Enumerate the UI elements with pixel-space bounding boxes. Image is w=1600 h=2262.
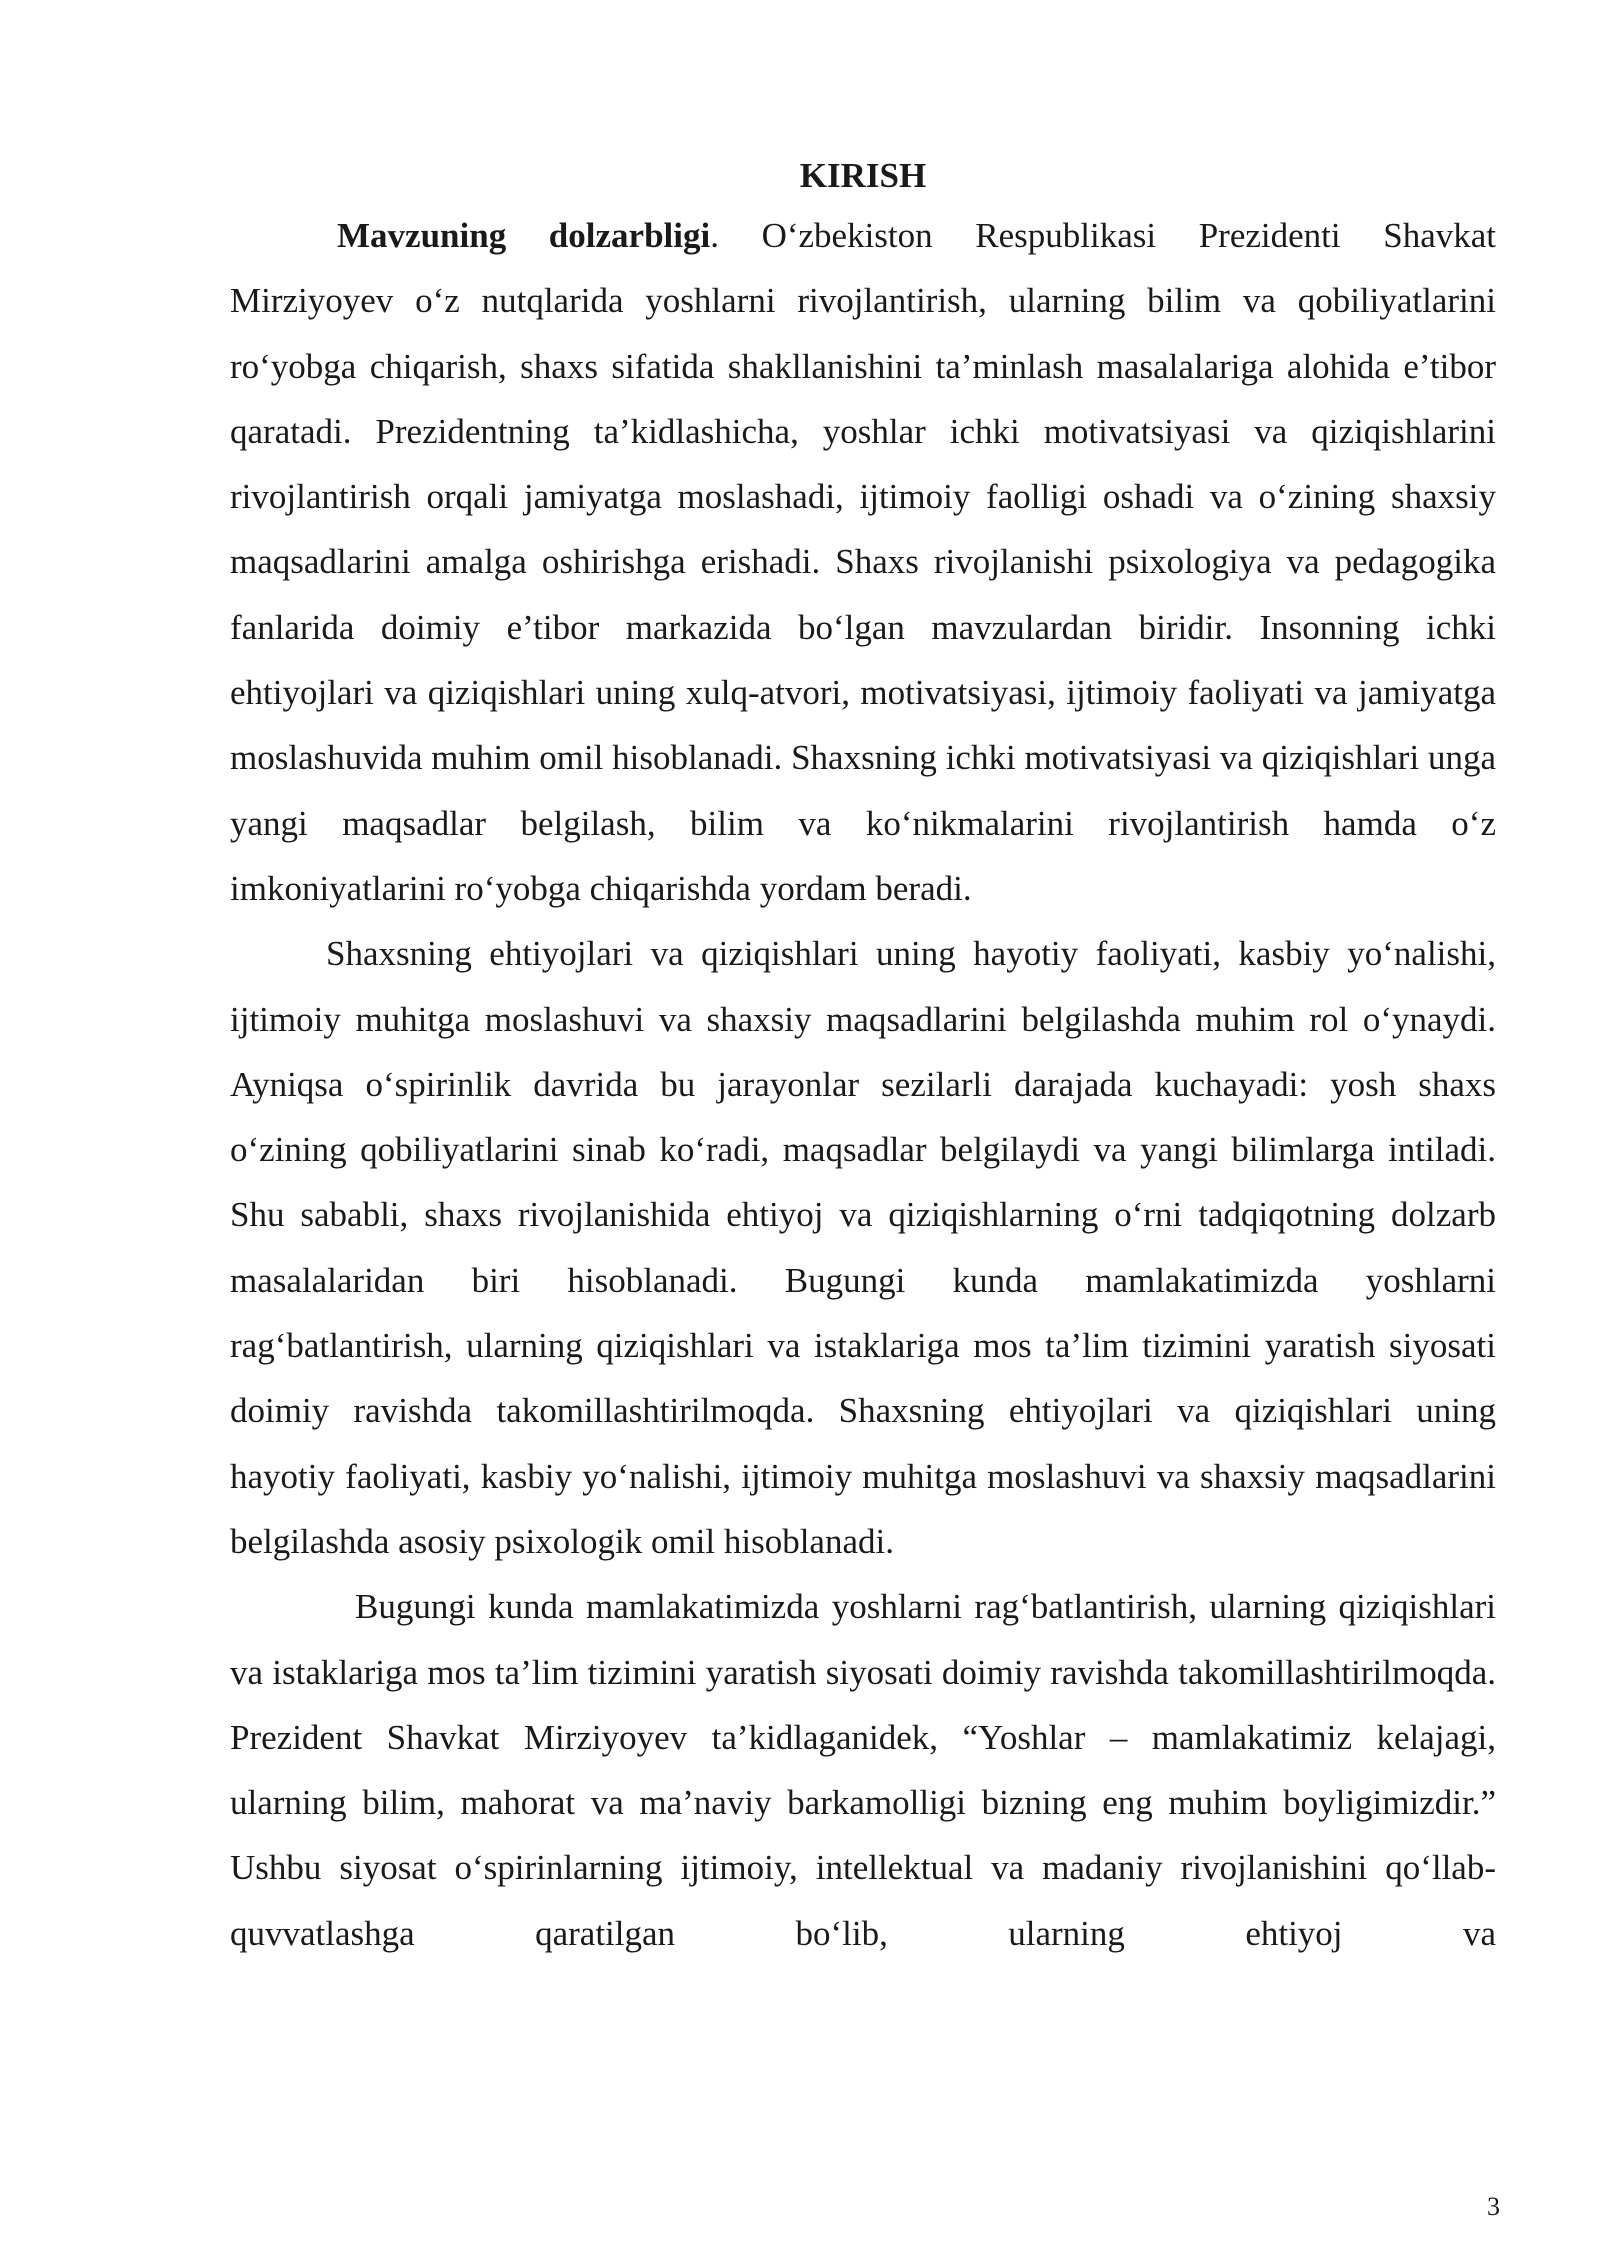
paragraph-relevance (230, 203, 1496, 921)
paragraph-text: . O‘zbekiston Respublikasi Prezidenti Shavkat Mirziyoyev o‘z nutqlarida yoshlarni rivojlantirish, ularning bilim va qobiliyatlarini ro‘yobga chiqarish, shaxs sifatida shakllanishini ta’minlash masalalariga alohida e’tibor qaratadi. Prezidentning ta’kidlashicha, yoshlar ichki motivatsiyasi va qiziqishlarini rivojlantirish orqali jamiyatga moslashadi, ijtimoiy faolligi oshadi va o‘zining shaxsiy maqsadlarini amalga oshirishga erishadi. Shaxs rivojlanishi psixologiya va pedagogika fanlarida doimiy e’tibor markazida bo‘lgan mavzulardan biridir. Insonning ichki ehtiyojlari va qiziqishlari uning xulq-atvori, motivatsiyasi, ijtimoiy faoliyati va jamiyatga moslashuvida muhim omil hisoblanadi. Shaxsning ichki motivatsiyasi va qiziqishlari unga yangi maqsadlar belgilash, bilim va ko‘nikmalarini rivojlantirish hamda o‘z imkoniyatlarini ro‘yobga chiqarishda yordam beradi. (230, 216, 1496, 908)
page-body (230, 148, 1496, 1966)
paragraph-youth-policy: Bugungi kunda mamlakatimizda yoshlarni rag‘batlantirish, ularning qiziqishlari va istaklariga mos ta’lim tizimini yaratish siyosati doimiy ravishda takomillashtirilmoqda. Prezident Shavkat Mirziyoyev ta’kidlaganidek, “Yoshlar – mamlakatimiz kelajagi, ularning bilim, mahorat va ma’naviy barkamolligi bizning eng muhim boyligimizdir.” Ushbu siyosat o‘spirinlarning ijtimoiy, intellektual va madaniy rivojlanishini qo‘llab-quvvatlashga qaratilgan bo‘lib, ularning ehtiyoj va (230, 1587, 1496, 1953)
paragraph-needs-interests: Shaxsning ehtiyojlari va qiziqishlari uning hayotiy faoliyati, kasbiy yo‘nalishi, ijtimoiy muhitga moslashuvi va shaxsiy maqsadlarini belgilashda muhim rol o‘ynaydi. Ayniqsa o‘spirinlik davrida bu jarayonlar sezilarli darajada kuchayadi: yosh shaxs o‘zining qobiliyatlarini sinab ko‘radi, maqsadlar belgilaydi va yangi bilimlarga intiladi. Shu sababli, shaxs rivojlanishida ehtiyoj va qiziqishlarning o‘rni tadqiqotning dolzarb masalalaridan biri hisoblanadi. Bugungi kunda mamlakatimizda yoshlarni rag‘batlantirish, ularning qiziqishlari va istaklariga mos ta’lim tizimini yaratish siyosati doimiy ravishda takomillashtirilmoqda. Shaxsning ehtiyojlari va qiziqishlari uning hayotiy faoliyati, kasbiy yo‘nalishi, ijtimoiy muhitga moslashuvi va shaxsiy maqsadlarini belgilashda asosiy psixologik omil hisoblanadi. (230, 934, 1496, 1561)
page-number: 3 (1487, 2192, 1500, 2221)
paragraph-lead-heading: Mavzuning dolzarbligi (337, 216, 711, 255)
section-title: KIRISH (799, 156, 927, 195)
